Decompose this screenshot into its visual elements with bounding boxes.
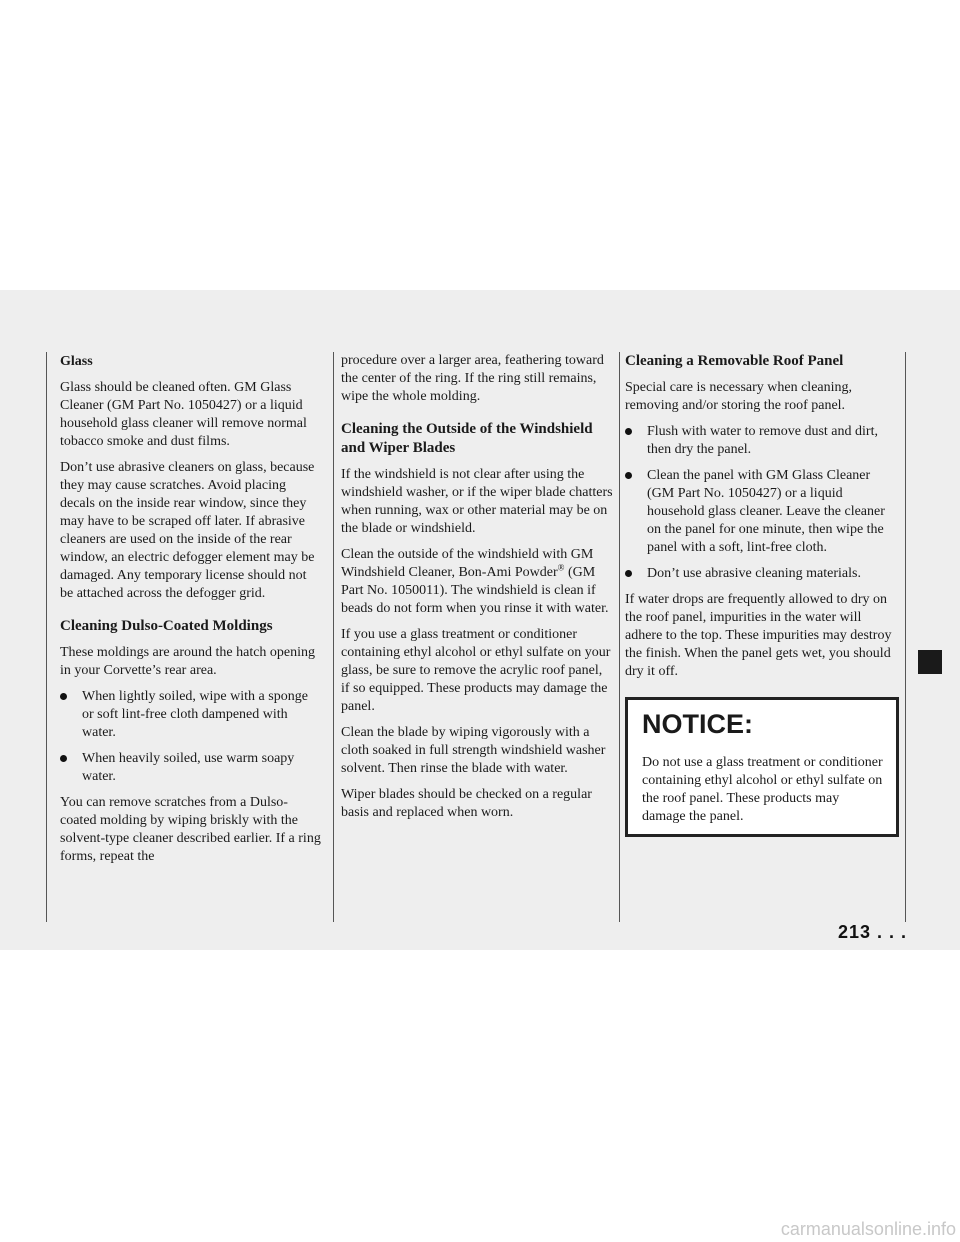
- glass-heading: Glass: [60, 354, 93, 369]
- windshield-paragraph-1: If the windshield is not clear after using the windshield washer, or if the wiper blade chatters when running, wax or other material may be on the blade or windshield.: [341, 467, 613, 536]
- list-item: [625, 423, 897, 459]
- list-item: [625, 467, 897, 557]
- page-number: 213 . . .: [838, 922, 908, 942]
- dulso-paragraph-2: You can remove scratches from a Dulso-coated molding by wiping briskly with the solvent-type cleaner described earlier. If a ring forms, repeat the: [60, 795, 321, 864]
- registered-mark: ®: [557, 562, 565, 573]
- column-3: [625, 352, 897, 837]
- dulso-bullet-list: [60, 688, 322, 786]
- roof-paragraph-1: Special care is necessary when cleaning, removing and/or storing the roof panel.: [625, 380, 853, 413]
- windshield-p2-text-a: Clean the outside of the windshield with GM Windshield Cleaner, Bon-Ami Powder: [341, 547, 594, 580]
- glass-paragraph-1: Glass should be cleaned often. GM Glass Cleaner (GM Part No. 1050427) or a liquid household glass cleaner will remove normal tobacco smoke and dust films.: [60, 380, 307, 449]
- bullet-icon: [60, 755, 67, 762]
- column-rule-middle: [333, 352, 334, 922]
- top-margin: [0, 0, 960, 290]
- column-1: [60, 352, 322, 874]
- watermark: carmanualsonline.info: [780, 1219, 956, 1239]
- notice-text: Do not use a glass treatment or conditioner containing ethyl alcohol or ethyl sulfate on the roof panel. These products may damage the panel.: [642, 755, 883, 824]
- section-tab-marker: [918, 650, 942, 674]
- bullet-icon: [60, 693, 67, 700]
- column-2: [341, 352, 613, 830]
- list-item: [625, 565, 897, 583]
- list-item-text: Don’t use abrasive cleaning materials.: [647, 566, 861, 581]
- list-item: [60, 750, 322, 786]
- windshield-paragraph-2: [341, 546, 613, 618]
- list-item-text: When lightly soiled, wipe with a sponge or soft lint-free cloth dampened with water.: [82, 689, 308, 740]
- list-item-text: When heavily soiled, use warm soapy water.: [82, 751, 295, 784]
- windshield-heading: Cleaning the Outside of the Windshield and Wiper Blades: [341, 421, 593, 456]
- windshield-p2-text-b: (GM Part No. 1050011). The windshield is clean if beads do not form when you rinse it with water.: [341, 565, 609, 616]
- notice-title: NOTICE:: [642, 709, 753, 739]
- roof-paragraph-2: If water drops are frequently allowed to dry on the roof panel, impurities in the water will adhere to the top. These impurities may destroy the finish. When the panel gets wet, you should dry it off.: [625, 592, 892, 679]
- list-item: [60, 688, 322, 742]
- list-item-text: Flush with water to remove dust and dirt, then dry the panel.: [647, 424, 878, 457]
- windshield-paragraph-3: If you use a glass treatment or conditioner containing ethyl alcohol or ethyl sulfate on your glass, be sure to remove the acrylic roof panel, if so equipped. These products may damage the panel.: [341, 627, 611, 714]
- windshield-paragraph-5: Wiper blades should be checked on a regular basis and replaced when worn.: [341, 787, 592, 820]
- bullet-icon: [625, 472, 632, 479]
- glass-paragraph-2: Don’t use abrasive cleaners on glass, because they may cause scratches. Avoid placing decals on the inside rear window, since they may have to be scraped off later. If abrasive cleaners are used on the inside of the rear window, an electric defogger element may be damaged. Any temporary license should not be attached across the defogger grid.: [60, 460, 315, 601]
- list-item-text: Clean the panel with GM Glass Cleaner (GM Part No. 1050427) or a liquid household glass cleaner. Leave the cleaner on the panel for one minute, then wipe the panel with a soft, lint-free cloth.: [647, 468, 885, 555]
- dulso-heading: Cleaning Dulso-Coated Moldings: [60, 618, 273, 634]
- column-rule-left: [46, 352, 47, 922]
- column-rule-right: [619, 352, 620, 922]
- roof-panel-heading: Cleaning a Removable Roof Panel: [625, 353, 844, 369]
- bullet-icon: [625, 570, 632, 577]
- bullet-icon: [625, 428, 632, 435]
- continued-paragraph: procedure over a larger area, feathering toward the center of the ring. If the ring still remains, wipe the whole molding.: [341, 353, 604, 404]
- roof-bullet-list: [625, 423, 897, 583]
- notice-box: [625, 697, 899, 837]
- column-rule-edge: [905, 352, 906, 922]
- windshield-paragraph-4: Clean the blade by wiping vigorously with a cloth soaked in full strength windshield washer solvent. Then rinse the blade with water.: [341, 725, 606, 776]
- dulso-paragraph-1: These moldings are around the hatch opening in your Corvette’s rear area.: [60, 645, 316, 678]
